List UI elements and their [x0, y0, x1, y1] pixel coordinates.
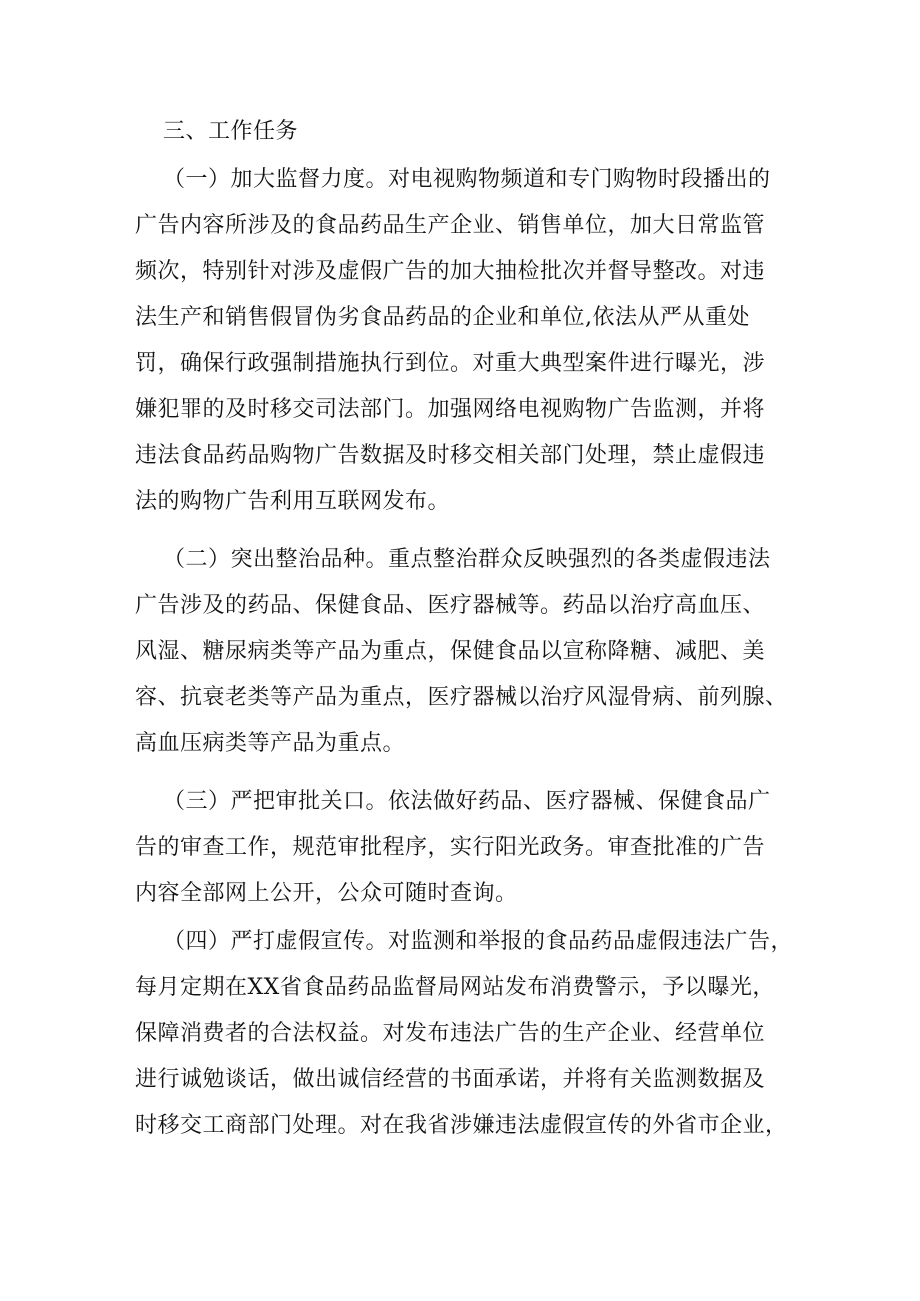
paragraph-1-line-3: 频次，特别针对涉及虚假广告的加大抽检批次并督导整改。对违	[135, 259, 766, 284]
section-heading: 三、工作任务	[163, 119, 299, 144]
paragraph-1-line-5: 罚，确保行政强制措施执行到位。对重大典型案件进行曝光，涉	[135, 351, 766, 376]
paragraph-3-line-3: 内容全部网上公开，公众可随时查询。	[135, 881, 518, 906]
paragraph-1-line-8: 法的购物广告利用互联网发布。	[135, 489, 451, 514]
paragraph-4-line-1: （四）严打虚假宣传。对监测和举报的食品药品虚假违法广告，	[163, 929, 794, 954]
paragraph-2-line-4: 容、抗衰老类等产品为重点，医疗器械以治疗风湿骨病、前列腺、	[135, 685, 788, 710]
paragraph-4-line-5: 时移交工商部门处理。对在我省涉嫌违法虚假宣传的外省市企业，	[135, 1113, 788, 1138]
paragraph-1-line-7: 违法食品药品购物广告数据及时移交相关部门处理，禁止虚假违	[135, 443, 766, 468]
paragraph-2-line-3: 风湿、糖尿病类等产品为重点，保健食品以宣称降糖、减肥、美	[135, 639, 766, 664]
paragraph-1-line-4: 法生产和销售假冒伪劣食品药品的企业和单位,依法从严从重处	[135, 305, 750, 330]
paragraph-3-line-2: 告的审查工作，规范审批程序，实行阳光政务。审查批准的广告	[135, 835, 766, 860]
paragraph-2-line-2: 广告涉及的药品、保健食品、医疗器械等。药品以治疗高血压、	[135, 593, 766, 618]
paragraph-2-line-5: 高血压病类等产品为重点。	[135, 731, 406, 756]
paragraph-1-line-2: 广告内容所涉及的食品药品生产企业、销售单位，加大日常监管	[135, 213, 766, 238]
paragraph-4-line-4: 进行诚勉谈话，做出诚信经营的书面承诺，并将有关监测数据及	[135, 1067, 766, 1092]
paragraph-3-line-1: （三）严把审批关口。依法做好药品、医疗器械、保健食品广	[163, 789, 771, 814]
paragraph-4-line-3: 保障消费者的合法权益。对发布违法广告的生产企业、经营单位	[135, 1021, 766, 1046]
paragraph-1-line-1: （一）加大监督力度。对电视购物频道和专门购物时段播出的	[163, 167, 771, 192]
paragraph-4-line-2: 每月定期在XX省食品药品监督局网站发布消费警示，予以曝光，	[135, 975, 775, 1000]
paragraph-1-line-6: 嫌犯罪的及时移交司法部门。加强网络电视购物广告监测，并将	[135, 397, 766, 422]
paragraph-2-line-1: （二）突出整治品种。重点整治群众反映强烈的各类虚假违法	[163, 547, 771, 572]
